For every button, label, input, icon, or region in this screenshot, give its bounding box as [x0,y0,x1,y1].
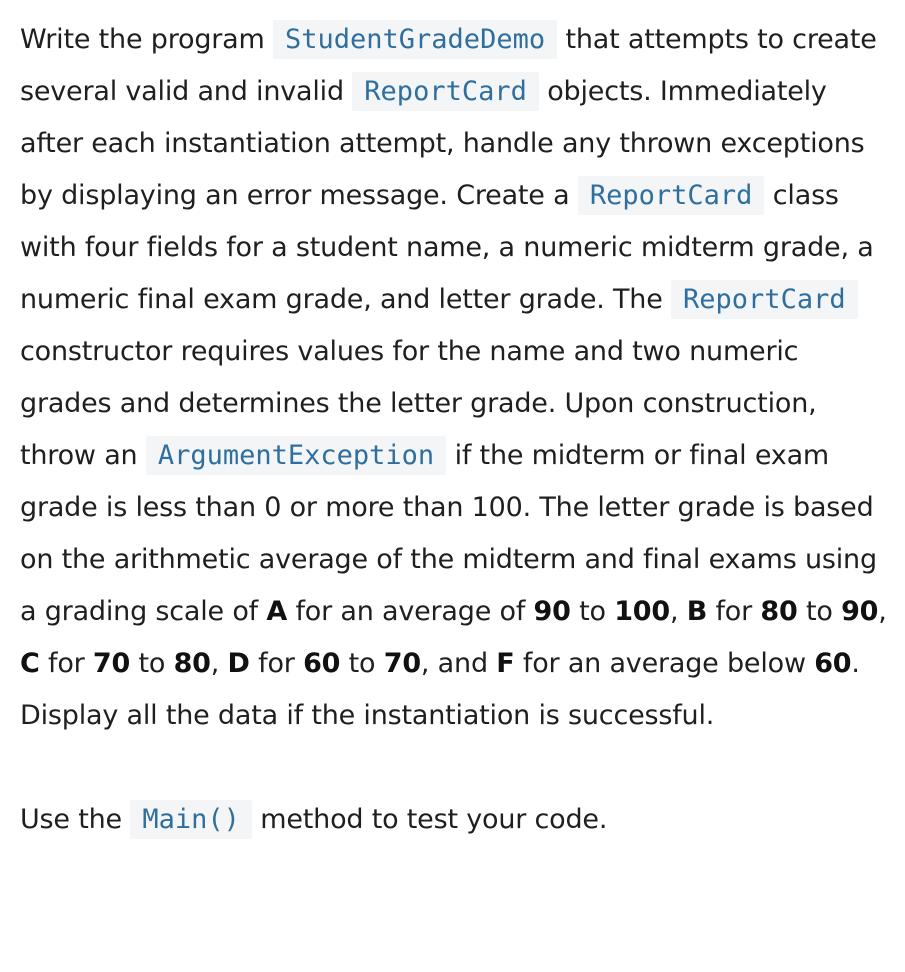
text-run: for an average below [514,648,815,679]
text-run: constructor requires values for the name and two numeric grades and determines the letter grade. Upon construction, throw an [20,336,817,471]
text-run: , [878,596,887,627]
text-run: for [249,648,304,679]
code-report-card: ReportCard [578,176,765,215]
text-run: . Display all the data if the instantiation is successful. [20,648,860,731]
assignment-instructions [20,14,890,846]
grade-number: 90 [533,596,571,627]
grade-number: 100 [614,596,670,627]
grade-letter: D [227,648,250,679]
text-run: for an average of [287,596,534,627]
text-run: to [130,648,174,679]
grade-letter: F [496,648,515,679]
grade-letter: C [20,648,40,679]
grade-number: 80 [760,596,798,627]
text-run: to [570,596,615,627]
grade-number: 80 [173,648,211,679]
text-run: , and [420,648,497,679]
code-student-grade-demo: StudentGradeDemo [273,20,557,59]
test-instructions-paragraph [20,794,890,846]
code-main-method: Main() [130,800,252,839]
text-run: for [39,648,93,679]
text-run: to [797,596,842,627]
text-run: class with four fields for a student name, a numeric midterm grade, a numeric final exam grade, and letter grade. The [20,180,874,315]
text-run: if the midterm or final exam grade is less than 0 or more than 100. The letter grade is based on the arithmetic average of the midterm and final exams using a grading scale of [20,440,877,627]
text-run: to [340,648,384,679]
grade-number: 70 [383,648,421,679]
code-report-card: ReportCard [352,72,539,111]
text-run: for [707,596,761,627]
text-run: objects. Immediately after each instantiation attempt, handle any thrown exceptions by displaying an error message. Create a [20,76,865,211]
text-run: Write the program [20,24,273,55]
grade-number: 70 [92,648,131,679]
text-run: , [669,596,687,627]
grade-letter: B [686,596,708,627]
grade-number: 90 [841,596,879,627]
grade-number: 60 [303,648,341,679]
text-run: method to test your code. [251,804,608,835]
text-run: , [210,648,228,679]
text-run: that attempts to create several valid and invalid [20,24,877,107]
grade-number: 60 [814,648,852,679]
instructions-paragraph [20,14,890,742]
code-report-card: ReportCard [671,280,858,319]
text-run: Use the [20,804,131,835]
code-argument-exception: ArgumentException [146,436,446,475]
grade-letter: A [266,596,288,627]
